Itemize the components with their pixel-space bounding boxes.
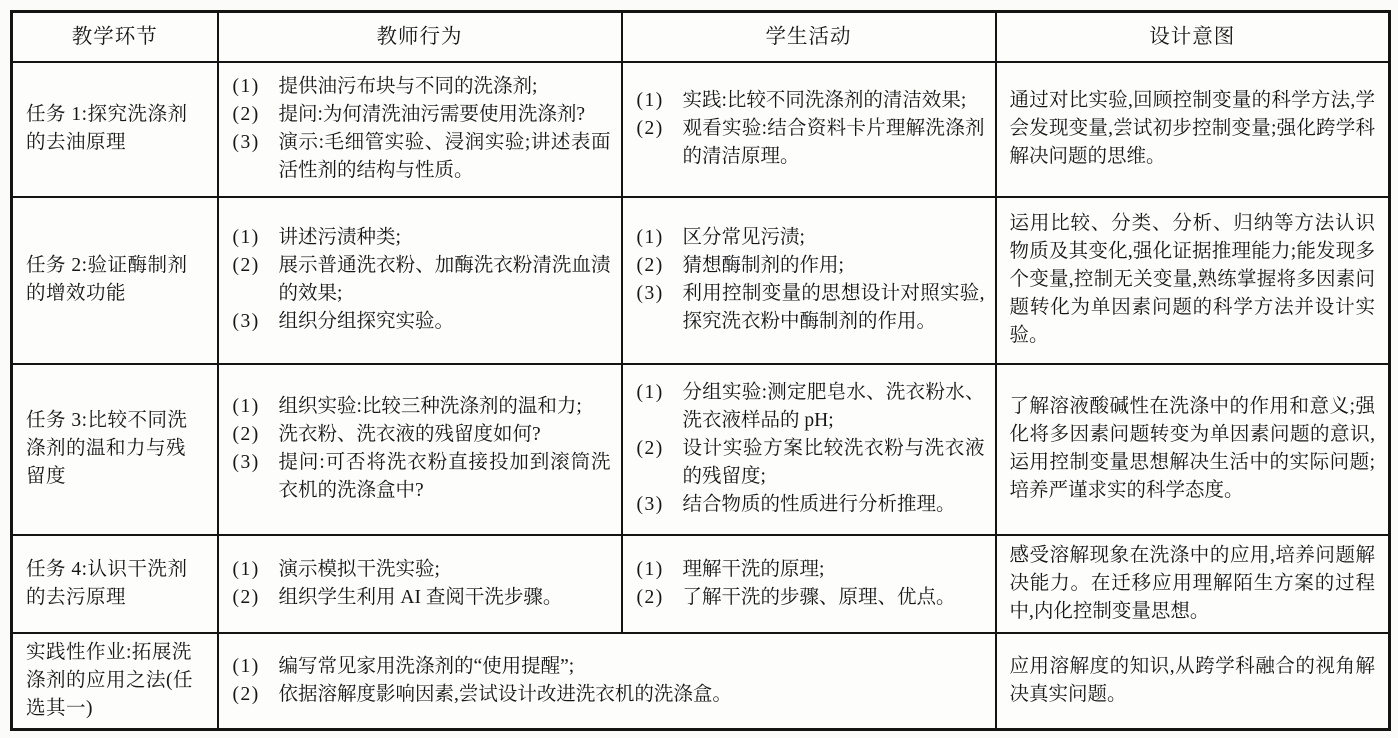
header-row xyxy=(12,12,1390,62)
item-text: 组织学生利用 AI 查阅干洗步骤。 xyxy=(278,586,563,608)
list-item xyxy=(233,584,611,612)
list-item xyxy=(637,435,985,491)
item-number: (3) xyxy=(232,452,260,473)
item-number: (2) xyxy=(636,438,664,459)
item-text: 猜想酶制剂的作用; xyxy=(682,255,844,276)
list-item xyxy=(637,224,985,252)
item-number: (2) xyxy=(636,255,664,276)
list-item xyxy=(637,584,985,612)
header-cell-teacher: 教师行为 xyxy=(218,12,622,62)
item-text: 了解干洗的步骤、原理、优点。 xyxy=(682,586,956,608)
teacher-cell xyxy=(218,535,622,633)
table-row-task4 xyxy=(12,535,1390,633)
item-text: 组织实验:比较三种洗涤剂的温和力; xyxy=(278,396,582,417)
stage-cell: 任务 1:探究洗涤剂的去油原理 xyxy=(12,62,218,197)
stage-cell: 任务 4:认识干洗剂的去污原理 xyxy=(12,535,218,633)
list-item xyxy=(637,252,985,280)
item-text: 分组实验:测定肥皂水、洗衣粉水、洗衣液样品的 pH; xyxy=(682,382,985,431)
item-number: (2) xyxy=(232,424,260,445)
intent-cell: 通过对比实验,回顾控制变量的科学方法,学会发现变量,尝试初步控制变量;强化跨学科解决问题的思维。 xyxy=(996,62,1390,197)
student-cell xyxy=(622,364,996,535)
list-item xyxy=(233,556,611,584)
item-text: 演示模拟干洗实验; xyxy=(278,558,440,580)
list-item xyxy=(637,491,985,519)
item-number: (1) xyxy=(232,655,260,677)
item-number: (2) xyxy=(636,118,664,139)
header-cell-stage: 教学环节 xyxy=(12,12,218,62)
item-text: 区分常见污渍; xyxy=(682,227,805,248)
student-cell xyxy=(622,197,996,364)
table-row-task2 xyxy=(12,197,1390,364)
list-item xyxy=(233,73,611,101)
stage-cell: 任务 3:比较不同洗涤剂的温和力与残留度 xyxy=(12,364,218,535)
item-text: 理解干洗的原理; xyxy=(682,558,825,580)
list-item xyxy=(637,87,985,115)
list-item xyxy=(637,280,985,336)
table-row-task1 xyxy=(12,62,1390,197)
item-text: 利用控制变量的思想设计对照实验,探究洗衣粉中酶制剂的作用。 xyxy=(682,283,985,332)
item-text: 演示:毛细管实验、浸润实验;讲述表面活性剂的结构与性质。 xyxy=(278,132,611,181)
item-text: 展示普通洗衣粉、加酶洗衣粉清洗血渍的效果; xyxy=(278,255,611,304)
list-item xyxy=(233,252,611,308)
list-item xyxy=(233,421,611,449)
intent-cell: 了解溶液酸碱性在洗涤中的作用和意义;强化将多因素问题转变为单因素问题的意识,运用控制变量思想解决生活中的实际问题;培养严谨求实的科学态度。 xyxy=(996,364,1390,535)
stage-cell: 实践性作业:拓展洗涤剂的应用之法(任选其一) xyxy=(12,633,218,730)
list-item xyxy=(637,379,985,435)
list-item xyxy=(233,308,611,336)
item-number: (1) xyxy=(636,90,664,111)
table-row-assignment xyxy=(12,633,1390,730)
list-item xyxy=(233,653,985,681)
table-row-task3 xyxy=(12,364,1390,535)
list-item xyxy=(637,115,985,171)
item-text: 设计实验方案比较洗衣粉与洗衣液的残留度; xyxy=(682,438,985,487)
list-item xyxy=(233,393,611,421)
item-number: (2) xyxy=(636,586,664,608)
item-number: (1) xyxy=(232,76,260,97)
item-text: 提问:可否将洗衣粉直接投加到滚筒洗衣机的洗涤盒中? xyxy=(278,452,611,501)
intent-cell: 运用比较、分类、分析、归纳等方法认识物质及其变化,强化证据推理能力;能发现多个变量,控制无关变量,熟练掌握将多因素问题转化为单因素问题的科学方法并设计实验。 xyxy=(996,197,1390,364)
list-item xyxy=(637,556,985,584)
student-cell xyxy=(622,62,996,197)
teacher-cell xyxy=(218,62,622,197)
item-text: 实践:比较不同洗涤剂的清洁效果; xyxy=(682,90,967,111)
teacher-cell xyxy=(218,364,622,535)
item-text: 组织分组探究实验。 xyxy=(278,311,455,332)
item-text: 提供油污布块与不同的洗涤剂; xyxy=(278,76,538,97)
item-number: (2) xyxy=(232,586,260,608)
item-number: (3) xyxy=(232,132,260,153)
list-item xyxy=(233,681,985,709)
stage-cell: 任务 2:验证酶制剂的增效功能 xyxy=(12,197,218,364)
item-text: 结合物质的性质进行分析推理。 xyxy=(682,494,956,515)
item-number: (1) xyxy=(636,382,664,403)
item-text: 讲述污渍种类; xyxy=(278,227,401,248)
header-cell-student: 学生活动 xyxy=(622,12,996,62)
item-number: (3) xyxy=(232,311,260,332)
item-number: (2) xyxy=(232,255,260,276)
assignment-cell xyxy=(218,633,996,730)
list-item xyxy=(233,449,611,505)
list-item xyxy=(233,129,611,185)
item-text: 编写常见家用洗涤剂的“使用提醒”; xyxy=(278,655,575,677)
item-text: 提问:为何清洗油污需要使用洗涤剂? xyxy=(278,104,586,125)
item-number: (3) xyxy=(636,494,664,515)
item-number: (2) xyxy=(232,683,260,705)
item-text: 依据溶解度影响因素,尝试设计改进洗衣机的洗涤盒。 xyxy=(278,683,732,705)
list-item xyxy=(233,101,611,129)
item-number: (2) xyxy=(232,104,260,125)
list-item xyxy=(233,224,611,252)
student-cell xyxy=(622,535,996,633)
teacher-cell xyxy=(218,197,622,364)
header-cell-intent: 设计意图 xyxy=(996,12,1390,62)
item-number: (3) xyxy=(636,283,664,304)
item-number: (1) xyxy=(232,558,260,580)
teaching-design-table xyxy=(10,10,1391,731)
intent-cell: 感受溶解现象在洗涤中的应用,培养问题解决能力。在迁移应用理解陌生方案的过程中,内化控制变量思想。 xyxy=(996,535,1390,633)
item-text: 洗衣粉、洗衣液的残留度如何? xyxy=(278,424,541,445)
item-text: 观看实验:结合资料卡片理解洗涤剂的清洁原理。 xyxy=(682,118,985,167)
item-number: (1) xyxy=(636,227,664,248)
item-number: (1) xyxy=(232,396,260,417)
item-number: (1) xyxy=(636,558,664,580)
item-number: (1) xyxy=(232,227,260,248)
intent-cell: 应用溶解度的知识,从跨学科融合的视角解决真实问题。 xyxy=(996,633,1390,730)
